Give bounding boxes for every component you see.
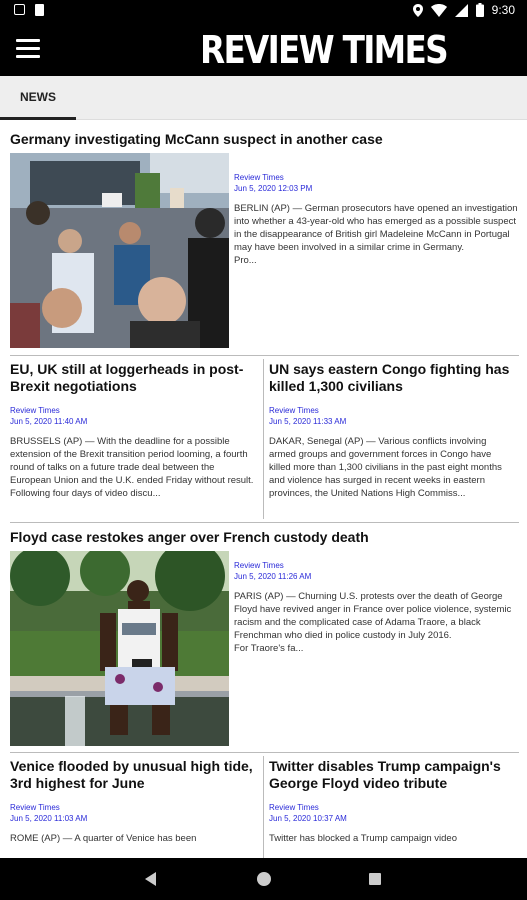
sd-card-icon	[35, 4, 44, 16]
column-divider	[263, 756, 264, 858]
article-card[interactable]	[0, 529, 527, 749]
article-headline[interactable]: EU, UK still at loggerheads in post-Brexit negotiations	[10, 361, 244, 394]
article-headline[interactable]: Venice flooded by unusual high tide, 3rd highest for June	[10, 758, 253, 791]
tab-news[interactable]: NEWS	[0, 76, 76, 120]
row-divider	[10, 355, 519, 356]
article-date: Jun 5, 2020 12:03 PM	[234, 184, 313, 193]
article-date: Jun 5, 2020 10:37 AM	[269, 814, 347, 823]
row-divider	[10, 752, 519, 753]
article-meta	[234, 560, 519, 655]
article-summary: BERLIN (AP) — German prosecutors have opened an investigation into whether a 43-year-old who has emerged as a possible suspect in the disappearance of British girl Madeleine McCann in Portugal may have been involved in a similar crime in Germany. Pro...	[234, 203, 518, 266]
article-meta	[234, 172, 519, 267]
article-headline[interactable]: Floyd case restokes anger over French custody death	[10, 529, 369, 545]
article-headline[interactable]: UN says eastern Congo fighting has killed 1,300 civilians	[269, 361, 510, 394]
back-icon[interactable]	[145, 872, 156, 886]
article-source[interactable]: Review Times	[10, 803, 60, 812]
notification-icon	[14, 4, 25, 15]
article-headline[interactable]: Twitter disables Trump campaign's George Floyd video tribute	[269, 758, 501, 791]
article-photo	[10, 551, 229, 746]
home-icon[interactable]	[257, 872, 271, 886]
status-bar	[0, 0, 527, 24]
article-summary: Twitter has blocked a Trump campaign video	[269, 833, 457, 844]
tab-bar	[0, 76, 527, 120]
article-summary: DAKAR, Senegal (AP) — Various conflicts involving armed groups and government forces in Congo have killed more than 1,300 civilians in the past eight months and violence has surged in recent weeks in eastern provinces, the United Nations High Commiss...	[269, 436, 502, 499]
row-divider	[10, 522, 519, 523]
article-date: Jun 5, 2020 11:40 AM	[10, 417, 88, 426]
article-headline[interactable]: Germany investigating McCann suspect in another case	[10, 131, 383, 147]
recent-apps-icon[interactable]	[369, 873, 381, 885]
article-card[interactable]	[10, 758, 256, 845]
menu-icon[interactable]	[16, 39, 40, 59]
article-card[interactable]	[269, 758, 515, 845]
article-source[interactable]: Review Times	[234, 173, 284, 182]
status-time: 9:30	[491, 3, 515, 17]
article-date: Jun 5, 2020 11:26 AM	[234, 572, 312, 581]
article-source[interactable]: Review Times	[269, 406, 319, 415]
article-card[interactable]	[269, 361, 515, 500]
article-image[interactable]	[10, 551, 229, 746]
article-date: Jun 5, 2020 11:33 AM	[269, 417, 347, 426]
signal-icon	[455, 4, 468, 17]
article-summary: BRUSSELS (AP) — With the deadline for a possible extension of the Brexit transition period looming, a fourth round of talks on a future trade deal between the European Union and the U.K. ended Friday without result. Following four days of video discu...	[10, 436, 254, 499]
article-photo	[10, 153, 229, 348]
article-card[interactable]	[0, 131, 527, 351]
app-bar	[0, 24, 527, 76]
article-summary: ROME (AP) — A quarter of Venice has been	[10, 833, 197, 844]
article-image[interactable]	[10, 153, 229, 348]
system-nav-bar	[0, 858, 527, 900]
article-source[interactable]: Review Times	[234, 561, 284, 570]
article-source[interactable]: Review Times	[10, 406, 60, 415]
location-icon	[413, 4, 423, 17]
app-title: REVIEW TIMES	[200, 28, 447, 72]
article-feed	[0, 120, 527, 858]
article-source[interactable]: Review Times	[269, 803, 319, 812]
article-summary: PARIS (AP) — Churning U.S. protests over the death of George Floyd have revived anger in France over police violence, systemic racism and the complicated case of Adama Traore, a black Frenchman who died in police custody in July 2016. For Traore's fa...	[234, 591, 512, 654]
wifi-icon	[431, 4, 447, 17]
battery-icon	[476, 3, 484, 17]
article-date: Jun 5, 2020 11:03 AM	[10, 814, 88, 823]
article-card[interactable]	[10, 361, 256, 500]
column-divider	[263, 359, 264, 519]
